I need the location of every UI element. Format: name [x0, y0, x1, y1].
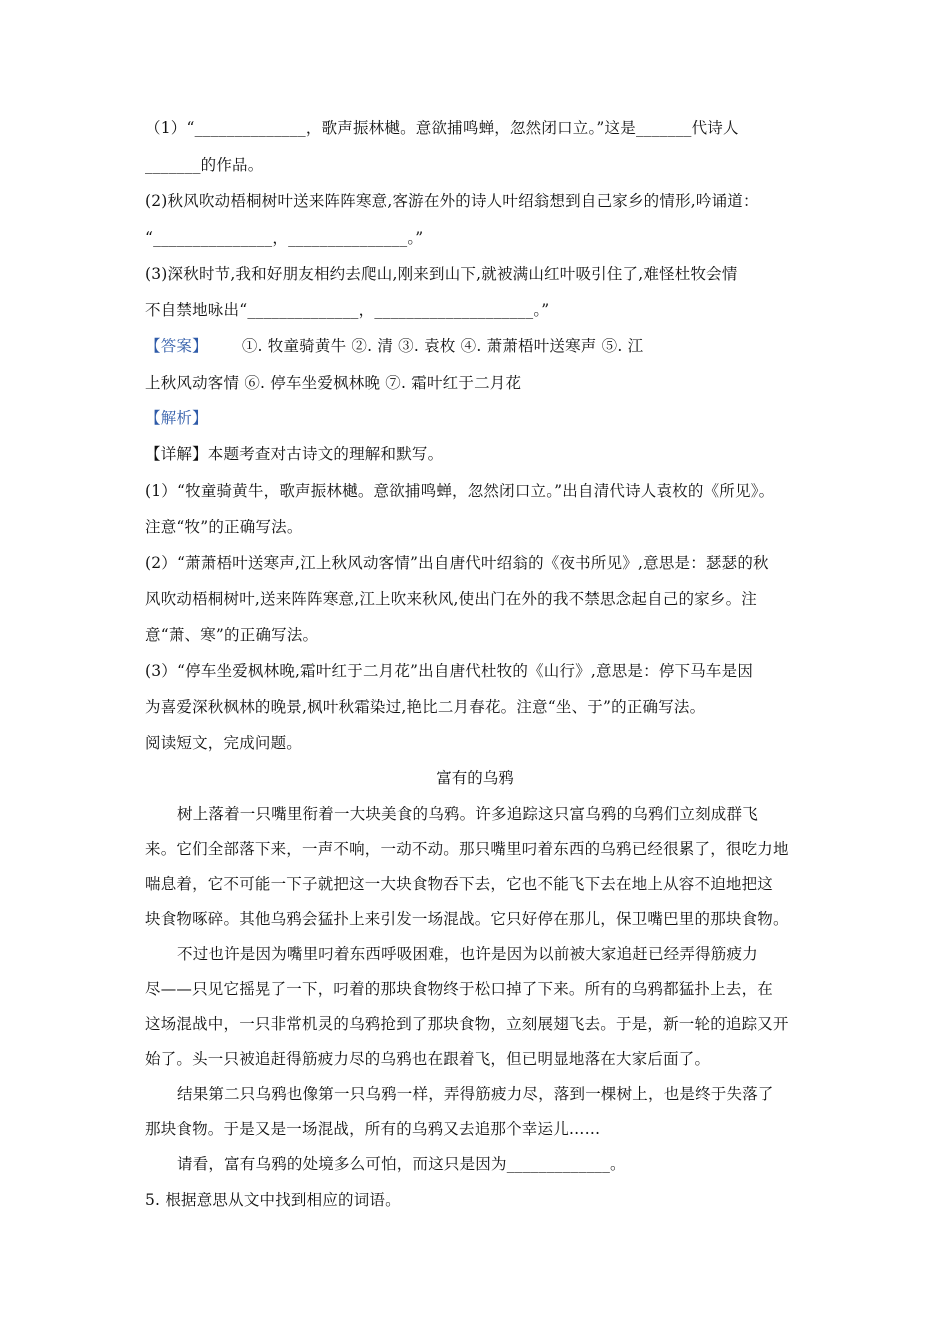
q1-line2: _______的作品。: [145, 156, 264, 174]
q2-line2: “_______________，_______________。”: [145, 229, 424, 247]
passage-p2-line4: 始了。头一只被追赶得筋疲力尽的乌鸦也在跟着飞，但已明显地落在大家后面了。: [145, 1050, 711, 1068]
passage-p1-line1: 树上落着一只嘴里衔着一大块美食的乌鸦。许多追踪这只富乌鸦的乌鸦们立刻成群飞: [177, 805, 758, 823]
q3-line2: 不自禁地咏出“______________，____________________。”: [145, 301, 550, 319]
q1-line1: （1）“______________，歌声振林樾。意欲捕鸣蝉，忽然闭口立。”这是_______代诗人: [145, 119, 739, 137]
analysis-line6: 意“萧、寒”的正确写法。: [145, 626, 319, 644]
q3-line1: (3)深秋时节,我和好朋友相约去爬山,刚来到山下,就被满山红叶吸引住了,难怪杜牧会情: [145, 265, 738, 283]
analysis-line1: 【详解】本题考查对古诗文的理解和默写。: [145, 445, 444, 463]
passage-p3-line1: 结果第二只乌鸦也像第一只乌鸦一样，弄得筋疲力尽，落到一棵树上，也是终于失落了: [177, 1085, 774, 1103]
question-5: 5. 根据意思从文中找到相应的词语。: [145, 1191, 401, 1209]
analysis-line3: 注意“牧”的正确写法。: [145, 518, 303, 536]
passage-p1-line4: 块食物啄碎。其他乌鸦会猛扑上来引发一场混战。它只好停在那儿，保卫嘴巴里的那块食物。: [145, 910, 789, 928]
answer-text-1: ①. 牧童骑黄牛 ②. 清 ③. 袁枚 ④. 萧萧梧叶送寒声 ⑤. 江: [241, 337, 644, 355]
passage-p2-line3: 这场混战中，一只非常机灵的乌鸦抢到了那块食物，立刻展翅飞去。于是，新一轮的追踪又开: [145, 1015, 789, 1033]
passage-p1-line2: 来。它们全部落下来，一声不响，一动不动。那只嘴里叼着东西的乌鸦已经很累了，很吃力地: [145, 840, 789, 858]
analysis-label: 【解析】: [145, 409, 208, 427]
analysis-line7: (3）“停车坐爱枫林晚,霜叶红于二月花”出自唐代杜牧的《山行》,意思是：停下马车是因: [145, 662, 754, 680]
answer-line1: [145, 336, 810, 356]
answer-line2: 上秋风动客情 ⑥. 停车坐爱枫林晚 ⑦. 霜叶红于二月花: [145, 374, 522, 392]
passage-p2-line2: 尽——只见它摇晃了一下，叼着的那块食物终于松口掉了下来。所有的乌鸦都猛扑上去，在: [145, 980, 774, 998]
reading-instruction: 阅读短文，完成问题。: [145, 734, 303, 752]
answer-label: 【答案】: [145, 337, 208, 355]
passage-p3-line2: 那块食物。于是又是一场混战，所有的乌鸦又去追那个幸运儿……: [145, 1120, 601, 1138]
q2-line1: (2)秋风吹动梧桐树叶送来阵阵寒意,客游在外的诗人叶绍翁想到自己家乡的情形,吟诵道：: [145, 192, 759, 210]
analysis-line5: 风吹动梧桐树叶,送来阵阵寒意,江上吹来秋风,使出门在外的我不禁思念起自己的家乡。注: [145, 590, 757, 608]
passage-p2-line1: 不过也许是因为嘴里叼着东西呼吸困难，也许是因为以前被大家追赶已经弄得筋疲力: [177, 945, 758, 963]
analysis-line8: 为喜爱深秋枫林的晚景,枫叶秋霜染过,艳比二月春花。注意“坐、于”的正确写法。: [145, 698, 706, 716]
passage-p4-line1: 请看，富有乌鸦的处境多么可怕，而这只是因为_____________。: [177, 1155, 626, 1173]
passage-title: 富有的乌鸦: [436, 769, 514, 787]
analysis-line2: (1）“牧童骑黄牛，歌声振林樾。意欲捕鸣蝉，忽然闭口立。”出自清代诗人袁枚的《所见》。: [145, 482, 775, 500]
passage-p1-line3: 喘息着，它不可能一下子就把这一大块食物吞下去，它也不能飞下去在地上从容不迫地把这: [145, 875, 774, 893]
analysis-line4: (2）“萧萧梧叶送寒声,江上秋风动客情”出自唐代叶绍翁的《夜书所见》,意思是：瑟瑟的秋: [145, 554, 769, 572]
